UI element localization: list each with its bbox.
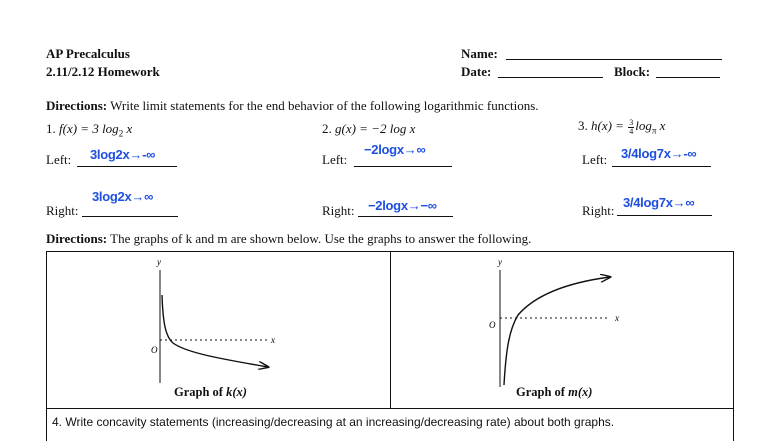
problem-3-left-answer: 3/4log7x→-∞ xyxy=(621,146,697,161)
graph-m-origin-label: O xyxy=(489,320,496,330)
problem-1-left-field[interactable] xyxy=(77,166,177,167)
problem-2-left-field[interactable] xyxy=(354,166,452,167)
graph-k-x-label: x xyxy=(271,335,275,345)
assignment-title: 2.11/2.12 Homework xyxy=(46,64,160,79)
problem-1-right-label: Right: xyxy=(46,203,79,218)
problem-2-function: 2. g(x) = −2 log x xyxy=(322,121,416,136)
graph-k-curve xyxy=(162,295,268,367)
problem-3-right-label: Right: xyxy=(582,203,615,218)
directions-1-label: Directions: xyxy=(46,98,108,113)
problem-1-right-answer: 3log2x→∞ xyxy=(92,189,154,204)
problem-3-fraction: $\frac{3}{4}$ xyxy=(629,117,634,136)
directions-2-label: Directions: xyxy=(46,231,108,246)
problem-1-left-label: Left: xyxy=(46,152,72,167)
date-label: Date: xyxy=(461,64,492,79)
question-4: 4. Write concavity statements (increasing/decreasing at an increasing/decreasing rate) about both graphs. xyxy=(52,415,615,429)
graph-m-x-label: x xyxy=(615,313,619,323)
problem-3-function: 3. h(x) = $\frac{3}{4}$ $\log_\pi x$ xyxy=(578,117,666,136)
problem-3-right-field[interactable] xyxy=(617,215,712,216)
graph-k-caption: Graph of k(x) xyxy=(174,385,247,399)
course-title: AP Precalculus xyxy=(46,46,130,61)
graph-m-curve xyxy=(504,277,610,385)
problem-2-right-answer: −2logx→−∞ xyxy=(368,198,437,213)
graph-m-y-label: y xyxy=(498,257,502,267)
problem-1-function: 1. f(x) = 3 $\log_2 x$ xyxy=(46,121,133,139)
directions-1-text: Write limit statements for the end behavior of the following logarithmic functions. xyxy=(110,98,539,113)
problem-1-right-field[interactable] xyxy=(82,216,178,217)
date-field[interactable] xyxy=(498,77,603,78)
name-label: Name: xyxy=(461,46,498,61)
directions-2-text: The graphs of k and m are shown below. Use the graphs to answer the following. xyxy=(110,231,532,246)
problem-2-right-field[interactable] xyxy=(358,216,453,217)
block-label: Block: xyxy=(614,64,651,79)
graph-k xyxy=(140,255,290,405)
directions-2 xyxy=(46,231,531,247)
graph-k-origin-label: O xyxy=(151,345,158,355)
name-field[interactable] xyxy=(506,59,722,60)
problem-1-left-answer: 3log2x→-∞ xyxy=(90,147,156,162)
question-row-divider xyxy=(46,408,734,409)
block-field[interactable] xyxy=(656,77,720,78)
problem-2-left-label: Left: xyxy=(322,152,348,167)
graph-k-y-label: y xyxy=(157,257,161,267)
problem-3-left-field[interactable] xyxy=(612,166,711,167)
graph-m-caption: Graph of m(x) xyxy=(516,385,593,399)
graph-m xyxy=(482,255,632,405)
problem-2-left-answer: −2logx→∞ xyxy=(364,142,426,157)
problem-3-right-answer: 3/4log7x→∞ xyxy=(623,195,695,210)
problem-3-left-label: Left: xyxy=(582,152,608,167)
problem-2-right-label: Right: xyxy=(322,203,355,218)
graph-divider xyxy=(390,252,391,409)
directions-1 xyxy=(46,98,539,114)
